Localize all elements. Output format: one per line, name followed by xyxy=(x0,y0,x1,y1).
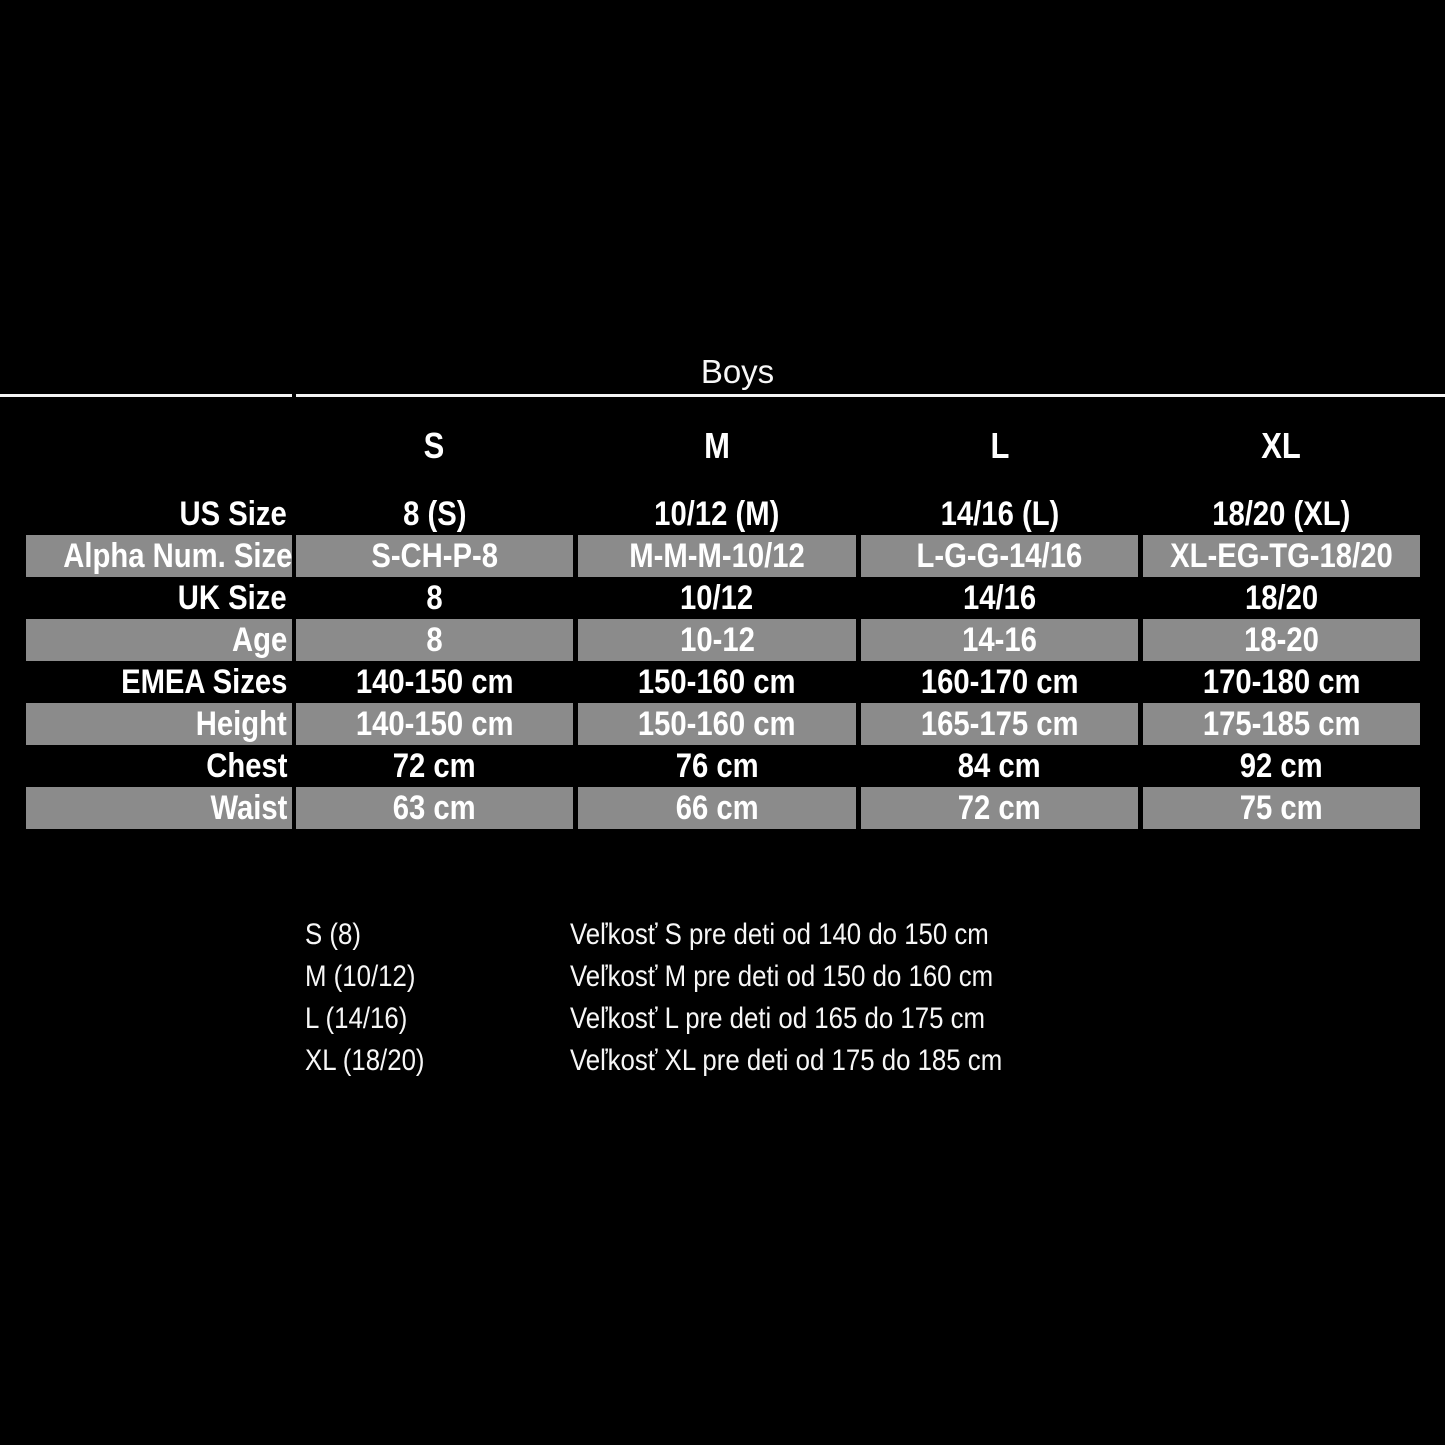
table-cell xyxy=(1143,619,1420,661)
table-cell-text: 140-150 cm xyxy=(355,663,514,701)
legend-item xyxy=(305,998,1073,1040)
legend-item xyxy=(305,956,1073,998)
row-label-text: Age xyxy=(231,621,287,659)
table-cell xyxy=(861,535,1138,577)
legend-size-label-text: M (10/12) xyxy=(305,960,416,993)
column-header xyxy=(861,424,1138,468)
legend-size-label xyxy=(305,956,570,998)
table-cell-text: 84 cm xyxy=(958,747,1041,785)
column-header xyxy=(578,424,856,468)
legend-size-label xyxy=(305,1040,570,1082)
table-cell xyxy=(578,703,856,745)
table-cell xyxy=(1143,703,1420,745)
table-cell xyxy=(296,493,573,535)
legend-item xyxy=(305,1040,1073,1082)
table-cell-text: 72 cm xyxy=(393,747,476,785)
row-label-text: Height xyxy=(196,705,287,743)
legend-size-label-text: L (14/16) xyxy=(305,1002,408,1035)
row-label xyxy=(26,619,292,661)
table-row xyxy=(26,745,1420,787)
legend-item xyxy=(305,914,1073,956)
table-cell xyxy=(296,619,573,661)
table-cell-text: 18-20 xyxy=(1244,621,1319,659)
table-cell xyxy=(1143,577,1420,619)
table-cell xyxy=(296,745,573,787)
table-row xyxy=(26,661,1420,703)
corner-cell xyxy=(26,424,292,468)
table-cell xyxy=(861,787,1138,829)
table-cell xyxy=(578,787,856,829)
table-cell-text: L-G-G-14/16 xyxy=(916,537,1083,575)
table-cell xyxy=(861,745,1138,787)
table-cell xyxy=(578,535,856,577)
row-label-text: EMEA Sizes xyxy=(120,663,287,701)
size-table xyxy=(26,424,1420,829)
row-label xyxy=(26,703,292,745)
table-cell xyxy=(1143,787,1420,829)
table-cell-text: 8 xyxy=(426,579,443,617)
column-header-text: XL xyxy=(1261,425,1302,466)
row-label-text: Alpha Num. Size xyxy=(63,537,292,575)
table-row xyxy=(26,619,1420,661)
table-row xyxy=(26,535,1420,577)
table-header-row xyxy=(26,424,1420,468)
table-cell xyxy=(1143,661,1420,703)
table-cell-text: 18/20 (XL) xyxy=(1212,495,1351,533)
legend-description-text: Veľkosť S pre deti od 140 do 150 cm xyxy=(570,918,989,951)
table-cell xyxy=(861,577,1138,619)
table-cell-text: 8 xyxy=(426,621,443,659)
table-cell xyxy=(1143,745,1420,787)
table-cell xyxy=(296,661,573,703)
table-row xyxy=(26,703,1420,745)
legend-description xyxy=(570,914,1057,956)
row-label xyxy=(26,661,292,703)
row-label xyxy=(26,787,292,829)
table-cell-text: 14/16 (L) xyxy=(940,495,1059,533)
table-cell-text: 10/12 (M) xyxy=(654,495,780,533)
column-header-text: L xyxy=(990,425,1009,466)
table-cell-text: 150-160 cm xyxy=(638,663,796,701)
column-header xyxy=(1143,424,1420,468)
table-cell xyxy=(861,661,1138,703)
legend-description-text: Veľkosť L pre deti od 165 do 175 cm xyxy=(570,1002,985,1035)
column-header-text: S xyxy=(424,425,445,466)
legend-description-text: Veľkosť XL pre deti od 175 do 185 cm xyxy=(570,1044,1003,1077)
table-cell-text: S-CH-P-8 xyxy=(371,537,498,575)
table-cell xyxy=(296,787,573,829)
table-cell-text: 8 (S) xyxy=(402,495,467,533)
table-row xyxy=(26,493,1420,535)
legend-description xyxy=(570,956,1062,998)
table-cell-text: M-M-M-10/12 xyxy=(629,537,805,575)
legend-description-text: Veľkosť M pre deti od 150 do 160 cm xyxy=(570,960,994,993)
legend-size-label xyxy=(305,998,570,1040)
table-cell xyxy=(578,577,856,619)
table-cell xyxy=(1143,493,1420,535)
table-row xyxy=(26,787,1420,829)
table-cell xyxy=(578,661,856,703)
table-cell-text: 66 cm xyxy=(675,789,759,827)
table-cell-text: 10/12 xyxy=(680,579,754,617)
row-label xyxy=(26,535,292,577)
legend-size-label-text: XL (18/20) xyxy=(305,1044,425,1077)
chart-title: Boys xyxy=(700,353,775,390)
header-divider-right xyxy=(296,394,1445,397)
row-label-text: Waist xyxy=(210,789,287,827)
table-cell-text: 63 cm xyxy=(393,789,476,827)
table-cell-text: 76 cm xyxy=(675,747,759,785)
table-cell xyxy=(296,703,573,745)
table-cell-text: 14/16 xyxy=(962,579,1037,617)
size-legend xyxy=(305,914,1073,1082)
row-label-text: Chest xyxy=(205,747,287,785)
table-cell xyxy=(861,619,1138,661)
row-label-text: UK Size xyxy=(178,579,287,617)
table-cell xyxy=(578,493,856,535)
table-cell xyxy=(1143,535,1420,577)
row-label-text: US Size xyxy=(179,495,287,533)
table-cell xyxy=(861,703,1138,745)
table-cell-text: 10-12 xyxy=(679,621,755,659)
table-cell xyxy=(578,619,856,661)
table-cell-text: 175-185 cm xyxy=(1202,705,1361,743)
table-cell-text: 140-150 cm xyxy=(355,705,514,743)
table-cell-text: 92 cm xyxy=(1240,747,1323,785)
row-label xyxy=(26,577,292,619)
table-cell-text: 170-180 cm xyxy=(1202,663,1361,701)
column-header xyxy=(296,424,573,468)
legend-description xyxy=(570,1040,1073,1082)
row-label xyxy=(26,493,292,535)
table-cell-text: 18/20 xyxy=(1244,579,1319,617)
table-row xyxy=(26,577,1420,619)
legend-description xyxy=(570,998,1053,1040)
table-cell-text: 165-175 cm xyxy=(920,705,1079,743)
table-cell xyxy=(296,577,573,619)
table-cell-text: 150-160 cm xyxy=(638,705,796,743)
legend-size-label xyxy=(305,914,570,956)
table-cell-text: 160-170 cm xyxy=(920,663,1079,701)
table-cell xyxy=(578,745,856,787)
table-cell xyxy=(296,535,573,577)
legend-size-label-text: S (8) xyxy=(305,918,361,951)
table-cell-text: 14-16 xyxy=(962,621,1037,659)
row-label xyxy=(26,745,292,787)
table-cell-text: 75 cm xyxy=(1240,789,1323,827)
table-cell-text: 72 cm xyxy=(958,789,1041,827)
table-cell xyxy=(861,493,1138,535)
column-header-text: M xyxy=(704,425,730,466)
table-cell-text: XL-EG-TG-18/20 xyxy=(1170,537,1393,575)
header-divider-left xyxy=(0,394,292,397)
